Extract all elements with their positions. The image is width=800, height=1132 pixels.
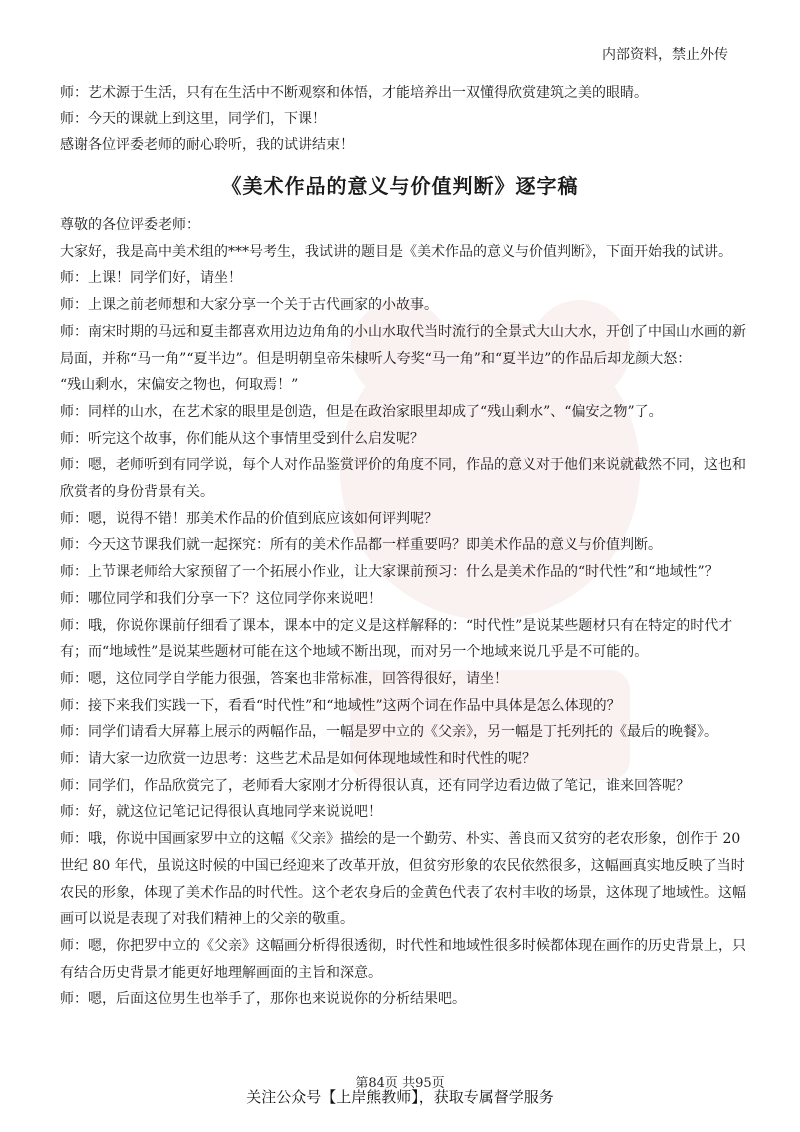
text-line: 世纪 80 年代，虽说这时候的中国已经迎来了改革开放，但贫穷形象的农民依然很多，这幅画真实地反映了当时 — [60, 857, 745, 874]
text-line: 师：请大家一边欣赏一边思考：这些艺术品是如何体现地域性和时代性的呢？ — [60, 751, 536, 768]
document-title: 《美术作品的意义与价值判断》逐字稿 — [221, 174, 579, 198]
text-line: 师：好，就这位记笔记记得很认真地同学来说说吧！ — [60, 804, 382, 821]
text-line: 师：嗯，你把罗中立的《父亲》这幅画分析得很透彻，时代性和地域性很多时候都体现在画作的历史背景上，只 — [60, 937, 746, 954]
text-line: 师：嗯，说得不错！那美术作品的价值到底应该如何评判呢？ — [60, 510, 438, 527]
text-line: 农民的形象，体现了美术作品的时代性。这个老农身后的金黄色代表了农村丰收的场景，这体现了地域性。这幅 — [60, 884, 746, 901]
text-line: 师：同样的山水，在艺术家的眼里是创造，但是在政治家眼里却成了“残山剩水”、“偏安之物”了。 — [60, 403, 663, 420]
text-line: 有结合历史背景才能更好地理解画面的主旨和深意。 — [60, 964, 382, 981]
text-line: 师：哪位同学和我们分享一下？这位同学你来说吧！ — [60, 590, 382, 607]
text-line: 感谢各位评委老师的耐心聆听，我的试讲结束！ — [60, 137, 354, 153]
text-line: 师：哦，你说中国画家罗中立的这幅《父亲》描绘的是一个勤劳、朴实、善良而又贫穷的老农形象，创作于 20 — [60, 831, 741, 848]
text-line: 师：同学们请看大屏幕上展示的两幅作品，一幅是罗中立的《父亲》，另一幅是丁托列托的《最后的晚餐》。 — [60, 724, 718, 741]
text-line: 欣赏者的身份背景有关。 — [60, 484, 214, 501]
text-line: 师：今天这节课我们就一起探究：所有的美术作品都一样重要吗？即美术作品的意义与价值判断。 — [60, 537, 662, 554]
text-line: 师：南宋时期的马远和夏圭都喜欢用边边角角的小山水取代当时流行的全景式大山大水，开创了中国山水画的新 — [60, 323, 746, 340]
text-line: 师：上课之前老师想和大家分享一个关于古代画家的小故事。 — [60, 297, 438, 314]
text-line: 师：同学们，作品欣赏完了，老师看大家刚才分析得很认真，还有同学边看边做了笔记，谁来回答呢？ — [60, 777, 690, 794]
text-line: 师：嗯，后面这位男生也举手了，那你也来说说你的分析结果吧。 — [60, 991, 466, 1008]
text-line: 师：嗯，这位同学自学能力很强，答案也非常标准，回答得很好，请坐！ — [60, 670, 508, 687]
text-line: 师：上节课老师给大家预留了一个拓展小作业，让大家课前预习：什么是美术作品的“时代性”和“地域性”？ — [60, 564, 719, 581]
footer-promo: 关注公众号【上岸熊教师】，获取专属督学服务 — [246, 1088, 554, 1106]
header-note: 内部资料，禁止外传 — [602, 47, 728, 63]
previous-lesson-ending — [60, 80, 760, 158]
page-number: 第84页 共95页 — [355, 1076, 445, 1091]
text-line: 局面，并称“马一角”“夏半边”。但是明朝皇帝朱棣听人夸奖“马一角”和“夏半边”的作品后却龙颜大怒： — [60, 350, 692, 367]
text-line: 画可以说是表现了对我们精神上的父亲的敬重。 — [60, 911, 354, 928]
text-line: 师：哦，你说你课前仔细看了课本，课本中的定义是这样解释的：“时代性”是说某些题材只有在特定的时代才 — [60, 617, 733, 634]
text-line: 师：今天的课就上到这里，同学们，下课！ — [60, 111, 326, 127]
text-line: 师：艺术源于生活，只有在生活中不断观察和体悟，才能培养出一双懂得欣赏建筑之美的眼睛。 — [60, 85, 648, 101]
text-line: 大家好，我是高中美术组的***号考生，我试讲的题目是《美术作品的意义与价值判断》，下面开始我的试讲。 — [60, 243, 732, 260]
text-line: 师：上课！同学们好，请坐！ — [60, 270, 242, 287]
text-line: “残山剩水，宋偏安之物也，何取焉！” — [60, 377, 299, 394]
transcript-body — [60, 212, 750, 1013]
greeting-line: 尊敬的各位评委老师： — [60, 217, 200, 233]
text-line: 有；而“地域性”是说某些题材可能在这个地域不断出现，而对另一个地域来说几乎是不可能的。 — [60, 644, 649, 661]
text-line: 师：听完这个故事，你们能从这个事情里受到什么启发呢？ — [60, 430, 424, 447]
text-line: 师：嗯，老师听到有同学说，每个人对作品鉴赏评价的角度不同，作品的意义对于他们来说就截然不同，这也和 — [60, 457, 746, 474]
text-line: 师：接下来我们实践一下，看看“时代性”和“地域性”这两个词在作品中具体是怎么体现的？ — [60, 697, 621, 714]
